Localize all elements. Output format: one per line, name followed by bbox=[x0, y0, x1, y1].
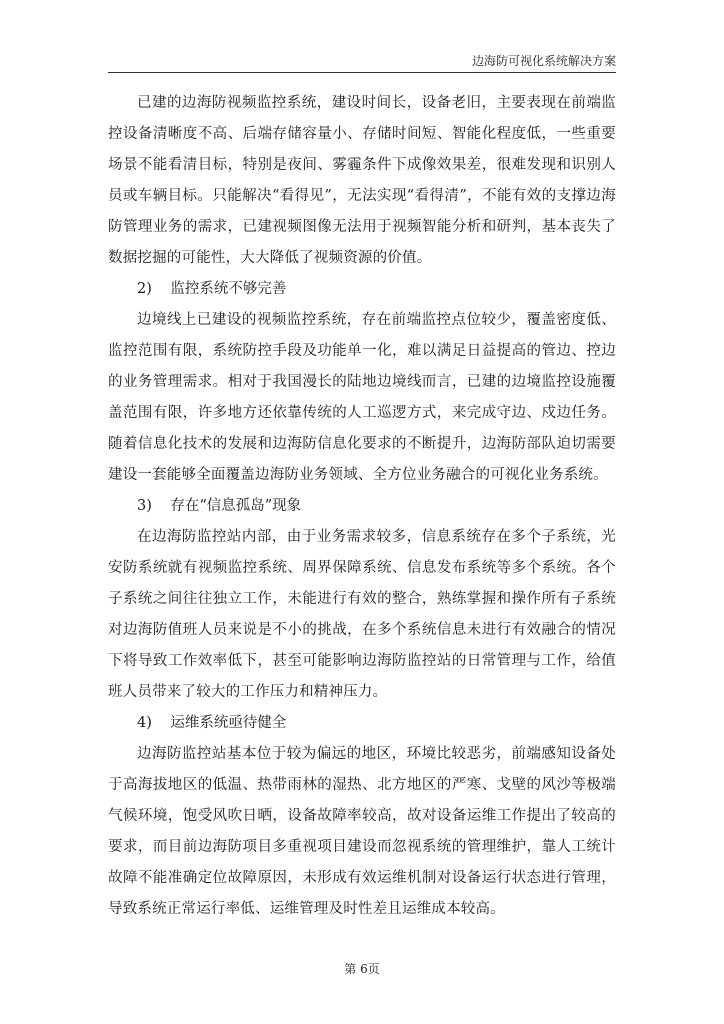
paragraph-1: 已建的边海防视频监控系统，建设时间长，设备老旧，主要表现在前端监控设备清晰度不高、后端存储容量小、存储时间短、智能化程度低，一些重要场景不能看清目标，特别是夜间、雾霾条件下成像效果差，很难发现和识别人员或车辆目标。只能解决“看得见”，无法实现“看得清”，不能有效的支撑边海防管理业务的需求，已建视频图像无法用于视频智能分析和研判，基本丧失了数据挖掘的可能性，大大降低了视频资源的价值。 bbox=[108, 95, 616, 266]
paragraph-3: 在边海防监控站内部，由于业务需求较多，信息系统存在多个子系统，光安防系统就有视频监控系统、周界保障系统、信息发布系统等多个系统。各个子系统之间往往独立工作，未能进行有效的整合，熟练掌握和操作所有子系统对边海防值班人员来说是不小的挑战，在多个系统信息未进行有效融合的情况下将导致工作效率低下，甚至可能影响边海防监控站的日常管理与工作，给值班人员带来了较大的工作压力和精神压力。 bbox=[108, 529, 616, 700]
page-number: 第 6页 bbox=[344, 962, 380, 976]
header-title: 边海防可视化系统解决方案 bbox=[471, 54, 616, 68]
page-footer bbox=[0, 960, 724, 977]
section-heading-2 bbox=[108, 274, 616, 305]
paragraph-2: 边境线上已建设的视频监控系统，存在前端监控点位较少，覆盖密度低、监控范围有限，系统防控手段及功能单一化，难以满足日益提高的管边、控边的业务管理需求。相对于我国漫长的陆地边境线而言，已建的边境监控设施覆盖范围有限，许多地方还依靠传统的人工巡逻方式，来完成守边、戍边任务。随着信息化技术的发展和边海防信息化要求的不断提升，边海防部队迫切需要建设一套能够全面覆盖边海防业务领域、全方位业务融合的可视化业务系统。 bbox=[108, 312, 616, 483]
page-header bbox=[108, 52, 616, 72]
section-number-4: 4) bbox=[137, 715, 152, 731]
header-divider bbox=[108, 72, 616, 73]
section-title-3: 存在“信息孤岛”现象 bbox=[170, 498, 302, 514]
section-title-2: 监控系统不够完善 bbox=[170, 281, 287, 297]
section-heading-3 bbox=[108, 491, 616, 522]
paragraph-4: 边海防监控站基本位于较为偏远的地区，环境比较恶劣，前端感知设备处于高海拔地区的低温、热带雨林的湿热、北方地区的严寒、戈壁的风沙等极端气候环境，饱受风吹日晒，设备故障率较高，故对设备运维工作提出了较高的要求，而目前边海防项目多重视项目建设而忽视系统的管理维护，靠人工统计故障不能准确定位故障原因，未形成有效运维机制对设备运行状态进行管理，导致系统正常运行率低、运维管理及时性差且运维成本较高。 bbox=[108, 746, 616, 917]
section-heading-4 bbox=[108, 708, 616, 739]
section-number-2: 2) bbox=[137, 281, 152, 297]
section-number-3: 3) bbox=[137, 498, 152, 514]
document-body bbox=[108, 88, 616, 925]
section-title-4: 运维系统亟待健全 bbox=[170, 715, 287, 731]
